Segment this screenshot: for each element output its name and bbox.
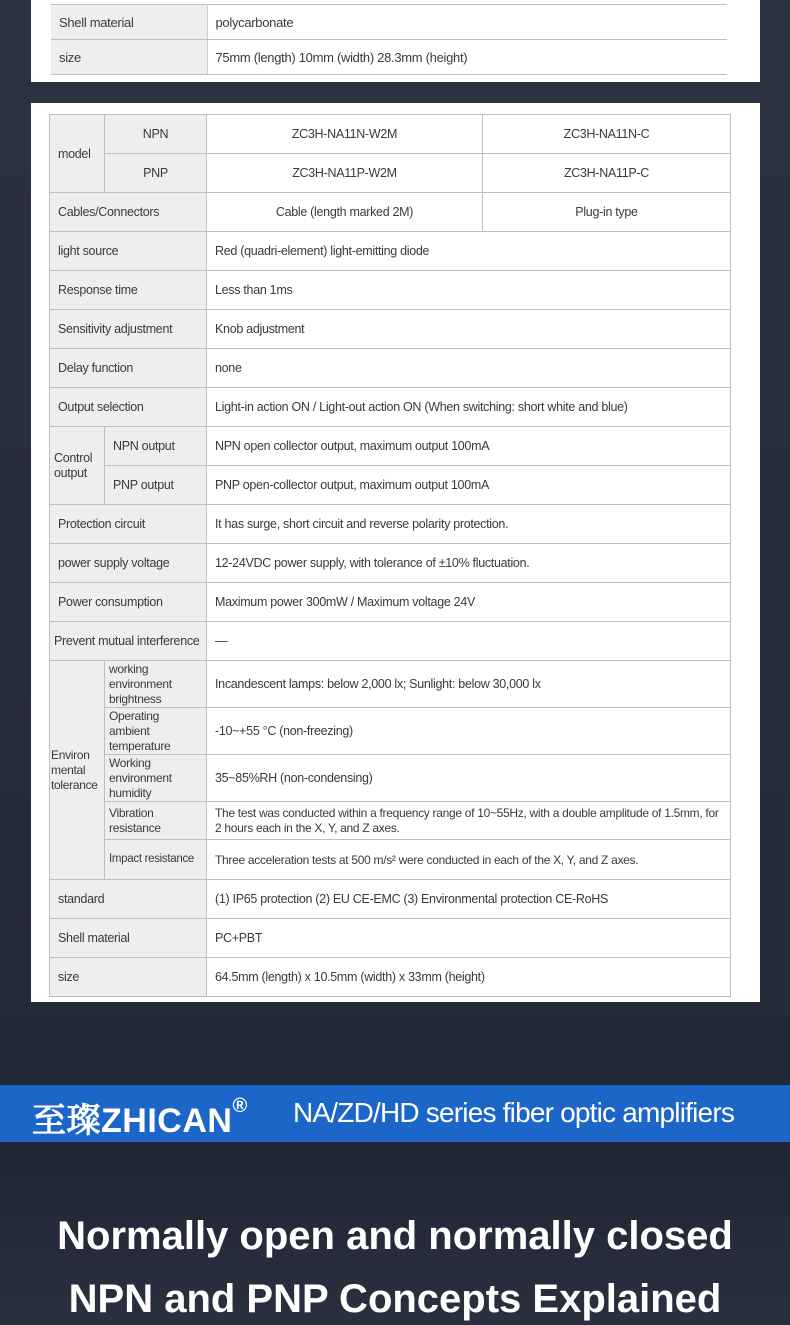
table-row [50, 349, 731, 388]
table-row [50, 755, 731, 802]
brand-logo [32, 1093, 248, 1142]
spec-value: NPN open collector output, maximum output 100mA [207, 427, 731, 466]
spec-label: Operating ambient temperature [105, 708, 207, 755]
table-row [50, 919, 731, 958]
pnp-output-label: PNP output [105, 466, 207, 505]
spec-value: PNP open-collector output, maximum output 100mA [207, 466, 731, 505]
registered-mark: ® [232, 1095, 248, 1117]
table-row [50, 802, 731, 840]
spec-value: Incandescent lamps: below 2,000 lx; Sunlight: below 30,000 lx [207, 661, 731, 708]
cables-label: Cables/Connectors [50, 193, 207, 232]
spec-label: Output selection [50, 388, 207, 427]
spec-value: Light-in action ON / Light-out action ON (When switching: short white and blue) [207, 388, 731, 427]
table-row [50, 466, 731, 505]
npn-model-plug: ZC3H-NA11N-C [483, 115, 731, 154]
table-row [50, 708, 731, 755]
spec-label: power supply voltage [50, 544, 207, 583]
npn-label: NPN [105, 115, 207, 154]
headline-line-1: Normally open and normally closed [57, 1214, 733, 1258]
spec-label: Prevent mutual interference [50, 622, 207, 661]
table-row [50, 232, 731, 271]
pnp-label: PNP [105, 154, 207, 193]
table-row [50, 544, 731, 583]
spec-label: size [51, 40, 207, 75]
spec-label: standard [50, 880, 207, 919]
spec-value: 35~85%RH (non-condensing) [207, 755, 731, 802]
table-row [50, 958, 731, 997]
table-row [50, 505, 731, 544]
spec-value: Three acceleration tests at 500 m/s² were conducted in each of the X, Y, and Z axes. [207, 840, 731, 880]
table-row [50, 622, 731, 661]
npn-model-cable: ZC3H-NA11N-W2M [207, 115, 483, 154]
table-row [50, 661, 731, 708]
previous-spec-card [31, 0, 760, 82]
previous-spec-table [51, 4, 727, 75]
spec-card [31, 103, 760, 1002]
brand-name: 至璨ZHICAN [32, 1102, 233, 1140]
spec-label: Power consumption [50, 583, 207, 622]
spec-label: Working environment humidity [105, 755, 207, 802]
plug-type: Plug-in type [483, 193, 731, 232]
table-row [51, 40, 727, 75]
table-row [50, 427, 731, 466]
npn-output-label: NPN output [105, 427, 207, 466]
spec-value: — [207, 622, 731, 661]
table-row [50, 154, 731, 193]
spec-label: Impact resistance [105, 840, 207, 880]
series-title: NA/ZD/HD series fiber optic amplifiers [293, 1097, 735, 1128]
spec-label: Shell material [51, 5, 207, 40]
spec-value: 64.5mm (length) x 10.5mm (width) x 33mm (height) [207, 958, 731, 997]
pnp-model-plug: ZC3H-NA11P-C [483, 154, 731, 193]
spec-label: size [50, 958, 207, 997]
spec-value: Red (quadri-element) light-emitting diode [207, 232, 731, 271]
spec-value: The test was conducted within a frequency range of 10~55Hz, with a double amplitude of 1.5mm, for 2 hours each in the X, Y, and Z axes. [207, 802, 731, 840]
spec-value: 12-24VDC power supply, with tolerance of ±10% fluctuation. [207, 544, 731, 583]
pnp-model-cable: ZC3H-NA11P-W2M [207, 154, 483, 193]
spec-table [49, 114, 731, 997]
spec-value: Maximum power 300mW / Maximum voltage 24V [207, 583, 731, 622]
spec-label: Response time [50, 271, 207, 310]
spec-label: light source [50, 232, 207, 271]
table-row [50, 310, 731, 349]
table-row [51, 5, 727, 40]
headline-line-2: NPN and PNP Concepts Explained [68, 1277, 722, 1321]
table-row [50, 115, 731, 154]
brand-banner [0, 1085, 790, 1142]
table-row [50, 880, 731, 919]
table-row [50, 388, 731, 427]
spec-value: -10~+55 °C (non-freezing) [207, 708, 731, 755]
spec-value: none [207, 349, 731, 388]
table-row [50, 193, 731, 232]
spec-value: polycarbonate [207, 5, 727, 40]
spec-value: (1) IP65 protection (2) EU CE-EMC (3) Environmental protection CE-RoHS [207, 880, 731, 919]
table-row [50, 840, 731, 880]
table-row [50, 583, 731, 622]
environmental-tolerance-label: Environ mental tolerance [50, 661, 105, 880]
spec-label: Delay function [50, 349, 207, 388]
spec-label: working environment brightness [105, 661, 207, 708]
control-output-label: Control output [50, 427, 105, 505]
spec-value: Less than 1ms [207, 271, 731, 310]
spec-value: 75mm (length) 10mm (width) 28.3mm (height) [207, 40, 727, 75]
model-label: model [50, 115, 105, 193]
spec-value: PC+PBT [207, 919, 731, 958]
spec-label: Protection circuit [50, 505, 207, 544]
table-row [50, 271, 731, 310]
spec-label: Vibration resistance [105, 802, 207, 840]
spec-label: Sensitivity adjustment [50, 310, 207, 349]
spec-label: Shell material [50, 919, 207, 958]
cable-type: Cable (length marked 2M) [207, 193, 483, 232]
spec-value: Knob adjustment [207, 310, 731, 349]
spec-value: It has surge, short circuit and reverse polarity protection. [207, 505, 731, 544]
